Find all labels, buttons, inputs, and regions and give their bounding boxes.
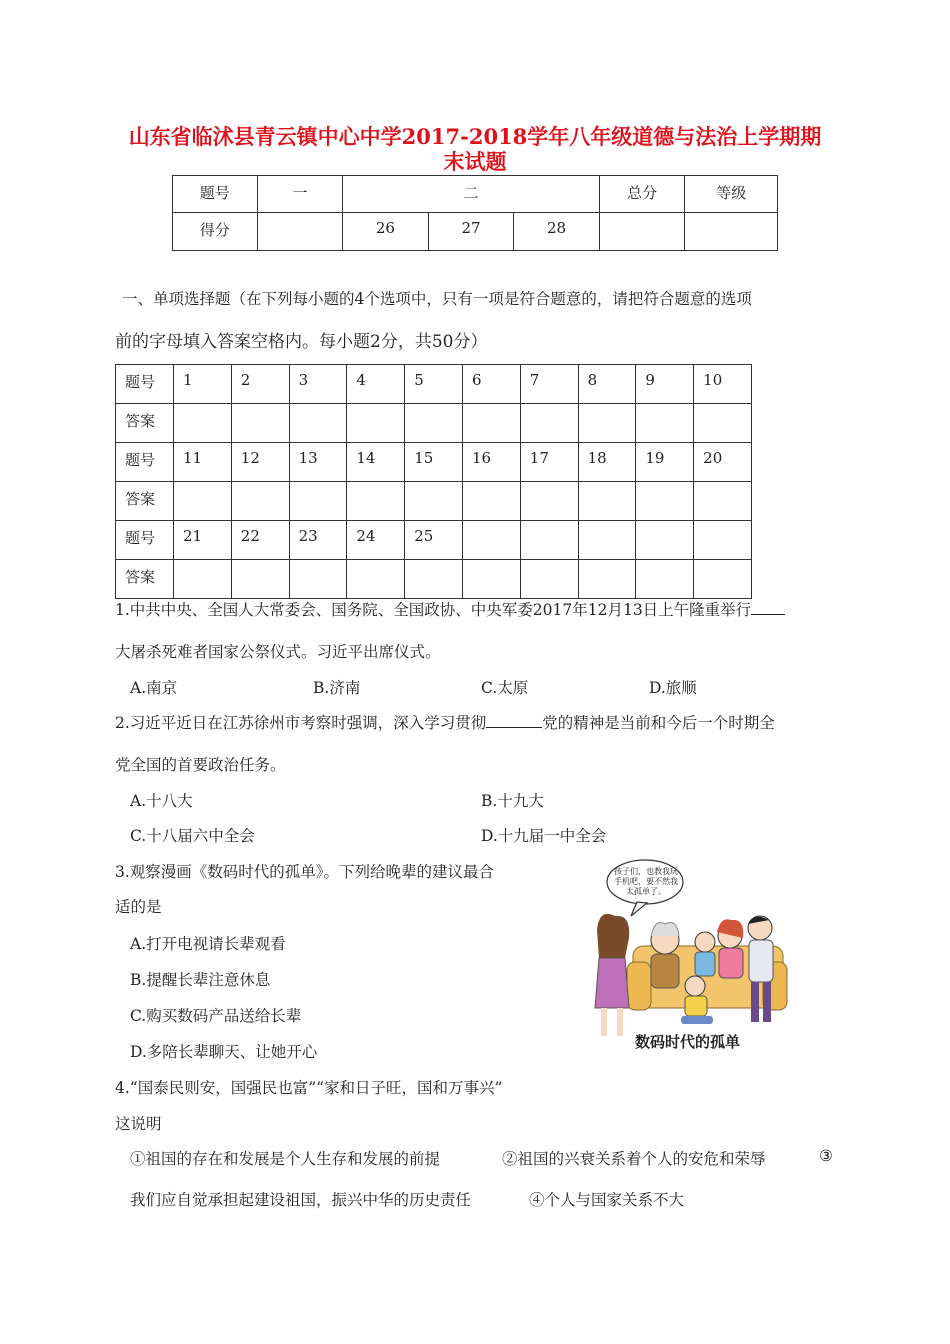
answer-cell[interactable]: [636, 404, 694, 443]
answer-qnum: 20: [694, 443, 752, 482]
q4-statement-1: ①祖国的存在和发展是个人生存和发展的前提: [130, 1150, 441, 1168]
comic-caption: 数码时代的孤单: [634, 1033, 740, 1051]
answer-cell[interactable]: [636, 560, 694, 599]
q2-option-d: D.十九届一中全会: [481, 827, 607, 845]
score-cell: [257, 213, 343, 251]
comic-speech-bubble: 孩子们，也教我玩手机吧，要不然我太孤单了。: [614, 867, 678, 896]
answer-qnum: 10: [694, 365, 752, 404]
answer-qnum: 16: [462, 443, 520, 482]
answer-qnum: 23: [289, 521, 347, 560]
answer-cell[interactable]: [694, 404, 752, 443]
answer-qnum: 15: [405, 443, 463, 482]
q3-stem-line1: 3.观察漫画《数码时代的孤单》。下列给晚辈的建议最合: [115, 863, 495, 881]
q2-option-c: C.十八届六中全会: [130, 827, 255, 845]
q4-statement-2: ②祖国的兴衰关系着个人的安危和荣辱: [502, 1150, 766, 1168]
answer-table-arow: [116, 560, 752, 599]
score-cell-26: 26: [343, 213, 429, 251]
q2-option-b: B.十九大: [481, 792, 544, 810]
score-table: [172, 175, 778, 251]
score-header-part1: 一: [257, 176, 343, 213]
answer-qnum: 22: [231, 521, 289, 560]
answer-qnum: 6: [462, 365, 520, 404]
q3-option-b: B.提醒长辈注意休息: [130, 971, 271, 989]
answer-cell[interactable]: [520, 560, 578, 599]
answer-cell[interactable]: [462, 404, 520, 443]
answer-qnum: 21: [174, 521, 232, 560]
answer-cell[interactable]: [347, 404, 405, 443]
answer-qnum: 7: [520, 365, 578, 404]
q3-stem-line2: 适的是: [115, 898, 162, 916]
answer-table-arow: [116, 404, 752, 443]
answer-cell[interactable]: [405, 404, 463, 443]
answer-cell[interactable]: [289, 404, 347, 443]
answer-cell[interactable]: [405, 560, 463, 599]
answer-qlabel: 题号: [116, 443, 174, 482]
q3-option-d: D.多陪长辈聊天、让她开心: [130, 1043, 318, 1061]
answer-qnum: [694, 521, 752, 560]
title-line-1: 山东省临沭县青云镇中心中学2017-2018学年八年级道德与法治上学期期: [128, 124, 822, 149]
answer-cell[interactable]: [405, 482, 463, 521]
answer-qnum: 1: [174, 365, 232, 404]
answer-qnum: 14: [347, 443, 405, 482]
answer-cell[interactable]: [174, 404, 232, 443]
answer-cell[interactable]: [174, 482, 232, 521]
q1-stem-line1: [115, 598, 785, 620]
q2-stem-line1: [115, 711, 775, 733]
answer-qlabel: 题号: [116, 365, 174, 404]
q2-stem-text-b: 党的精神是当前和今后一个时期全: [542, 714, 775, 732]
answer-table-qrow: [116, 521, 752, 560]
answer-qnum: 19: [636, 443, 694, 482]
score-header-total: 总分: [599, 176, 685, 213]
answer-qnum: 8: [578, 365, 636, 404]
q1-option-d: D.旅顺: [649, 679, 697, 697]
answer-qnum: 9: [636, 365, 694, 404]
q1-stem-line2: 大屠杀死难者国家公祭仪式。习近平出席仪式。: [115, 643, 441, 661]
answer-qnum: [578, 521, 636, 560]
answer-cell[interactable]: [462, 482, 520, 521]
answer-cell[interactable]: [520, 404, 578, 443]
q2-blank: [486, 714, 542, 728]
q4-statement-4: ④个人与国家关系不大: [529, 1191, 685, 1209]
answer-qnum: 25: [405, 521, 463, 560]
q2-stem-text-a: 2.习近平近日在江苏徐州市考察时强调，深入学习贯彻: [115, 714, 487, 732]
answer-cell[interactable]: [174, 560, 232, 599]
answer-cell[interactable]: [347, 482, 405, 521]
answer-cell[interactable]: [636, 482, 694, 521]
answer-qnum: [636, 521, 694, 560]
answer-qnum: 17: [520, 443, 578, 482]
answer-cell[interactable]: [462, 560, 520, 599]
q4-stem-line2: 这说明: [115, 1115, 162, 1133]
q4-stem-line1: 4.“国泰民则安，国强民也富”“家和日子旺，国和万事兴”: [115, 1079, 503, 1097]
answer-qnum: 18: [578, 443, 636, 482]
score-header-part2: 二: [343, 176, 600, 213]
answer-cell[interactable]: [347, 560, 405, 599]
score-cell-27: 27: [428, 213, 514, 251]
answer-qnum: 24: [347, 521, 405, 560]
comic-illustration: [585, 858, 790, 1058]
answer-cell[interactable]: [231, 482, 289, 521]
q3-option-a: A.打开电视请长辈观看: [130, 935, 286, 953]
score-cell-total: [599, 213, 685, 251]
answer-alabel: 答案: [116, 404, 174, 443]
answer-table-arow: [116, 482, 752, 521]
answer-cell[interactable]: [231, 404, 289, 443]
answer-qnum: 13: [289, 443, 347, 482]
answer-qnum: 2: [231, 365, 289, 404]
answer-qnum: [462, 521, 520, 560]
answer-cell[interactable]: [289, 482, 347, 521]
page-title: [100, 124, 850, 174]
q1-stem-text: 1.中共中央、全国人大常委会、国务院、全国政协、中央军委2017年12月13日上午隆重举行: [115, 601, 752, 619]
answer-table-qrow: [116, 443, 752, 482]
answer-cell[interactable]: [578, 560, 636, 599]
q1-option-c: C.太原: [481, 679, 529, 697]
answer-cell[interactable]: [694, 482, 752, 521]
answer-alabel: 答案: [116, 560, 174, 599]
score-header-grade: 等级: [685, 176, 778, 213]
answer-cell[interactable]: [694, 560, 752, 599]
answer-cell[interactable]: [520, 482, 578, 521]
answer-alabel: 答案: [116, 482, 174, 521]
answer-cell[interactable]: [231, 560, 289, 599]
answer-table-qrow: [116, 365, 752, 404]
score-cell-28: 28: [514, 213, 600, 251]
answer-qnum: 11: [174, 443, 232, 482]
q3-option-c: C.购买数码产品送给长辈: [130, 1007, 302, 1025]
score-header-qnum: 题号: [173, 176, 258, 213]
q1-option-b: B.济南: [313, 679, 361, 697]
section1-instruction-line2: 前的字母填入答案空格内。每小题2分，共50分）: [115, 332, 488, 352]
answer-qnum: 3: [289, 365, 347, 404]
title-line-2: 末试题: [443, 149, 507, 174]
answer-qnum: 12: [231, 443, 289, 482]
q4-statement-3-marker: ③: [819, 1147, 833, 1165]
answer-table: [115, 364, 752, 599]
answer-cell[interactable]: [289, 560, 347, 599]
answer-cell[interactable]: [578, 482, 636, 521]
q2-stem-line2: 党全国的首要政治任务。: [115, 756, 286, 774]
score-row-label: 得分: [173, 213, 258, 251]
q1-option-a: A.南京: [130, 679, 178, 697]
section1-instruction-line1: 一、单项选择题（在下列每小题的4个选项中，只有一项是符合题意的，请把符合题意的选项: [122, 290, 752, 308]
answer-qnum: 5: [405, 365, 463, 404]
answer-qlabel: 题号: [116, 521, 174, 560]
q2-option-a: A.十八大: [130, 792, 193, 810]
answer-qnum: [520, 521, 578, 560]
answer-cell[interactable]: [578, 404, 636, 443]
score-cell-grade: [685, 213, 778, 251]
q1-blank: [751, 601, 785, 615]
answer-qnum: 4: [347, 365, 405, 404]
q4-statement-3: 我们应自觉承担起建设祖国，振兴中华的历史责任: [130, 1191, 472, 1209]
